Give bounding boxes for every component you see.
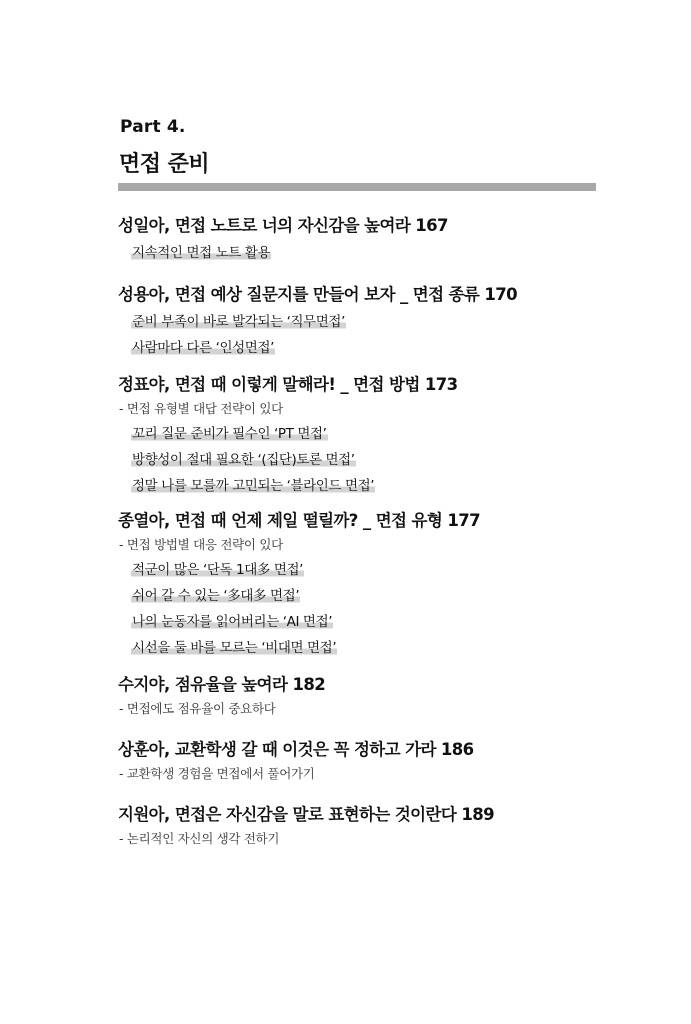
subsection-item — [131, 472, 598, 498]
table-of-contents — [118, 213, 598, 850]
subsection-label: 꼬리 질문 준비가 필수인 ‘PT 면접’ — [132, 426, 327, 442]
subsection-label: 나의 눈동자를 읽어버리는 ‘AI 면접’ — [132, 614, 333, 630]
toc-section — [118, 672, 598, 720]
subsection-item — [131, 582, 598, 608]
subsection-label: 사람마다 다른 ‘인성면접’ — [132, 340, 274, 356]
section-title: 상훈아, 교환학생 갈 때 이것은 꼭 정하고 가라 186 — [118, 740, 474, 759]
toc-section — [118, 737, 598, 785]
subsection-label: 적군이 많은 ‘단독 1대多 면접’ — [132, 562, 304, 578]
section-note: - 면접 방법별 대응 전략이 있다 — [119, 537, 283, 552]
subsection-label: 준비 부족이 바로 발각되는 ‘직무면접’ — [132, 314, 345, 330]
section-note: - 면접 유형별 대답 전략이 있다 — [119, 401, 283, 416]
section-title: 성일아, 면접 노트로 너의 자신감을 높여라 167 — [118, 216, 448, 235]
subsection-item — [131, 446, 598, 472]
subsection-item — [131, 634, 598, 660]
section-note: - 면접에도 점유율이 중요하다 — [119, 701, 276, 716]
section-title: 성용아, 면접 예상 질문지를 만들어 보자 _ 면접 종류 170 — [118, 285, 518, 304]
subsection-label: 시선을 둘 바를 모르는 ‘비대면 면접’ — [132, 640, 337, 656]
toc-section — [118, 508, 598, 660]
part-label: Part 4. — [120, 117, 186, 137]
subsection-label: 방향성이 절대 필요한 ‘(집단)토론 면접’ — [132, 452, 355, 468]
title-rule — [118, 183, 596, 191]
section-note: - 교환학생 경험을 면접에서 풀어가기 — [119, 766, 315, 781]
subsection-item — [131, 308, 598, 334]
toc-section — [118, 802, 598, 850]
subsection-item — [131, 420, 598, 446]
part-title: 면접 준비 — [119, 152, 210, 177]
subsection-item — [131, 239, 598, 265]
subsection-label: 정말 나를 모를까 고민되는 ‘블라인드 면접’ — [132, 478, 375, 494]
section-title: 지원아, 면접은 자신감을 말로 표현하는 것이란다 189 — [118, 805, 494, 824]
section-title: 정표야, 면접 때 이렇게 말해라! _ 면접 방법 173 — [118, 375, 458, 394]
subsection-item — [131, 608, 598, 634]
section-note: - 논리적인 자신의 생각 전하기 — [119, 831, 280, 846]
subsection-label: 쉬어 갈 수 있는 ‘多대多 면접’ — [132, 588, 300, 604]
subsection-label: 지속적인 면접 노트 활용 — [132, 245, 271, 261]
section-title: 종열아, 면접 때 언제 제일 떨릴까? _ 면접 유형 177 — [118, 511, 480, 530]
toc-section — [118, 372, 598, 498]
subsection-item — [131, 556, 598, 582]
toc-section — [118, 282, 598, 360]
section-title: 수지야, 점유율을 높여라 182 — [118, 675, 326, 694]
subsection-item — [131, 334, 598, 360]
toc-section — [118, 213, 598, 265]
